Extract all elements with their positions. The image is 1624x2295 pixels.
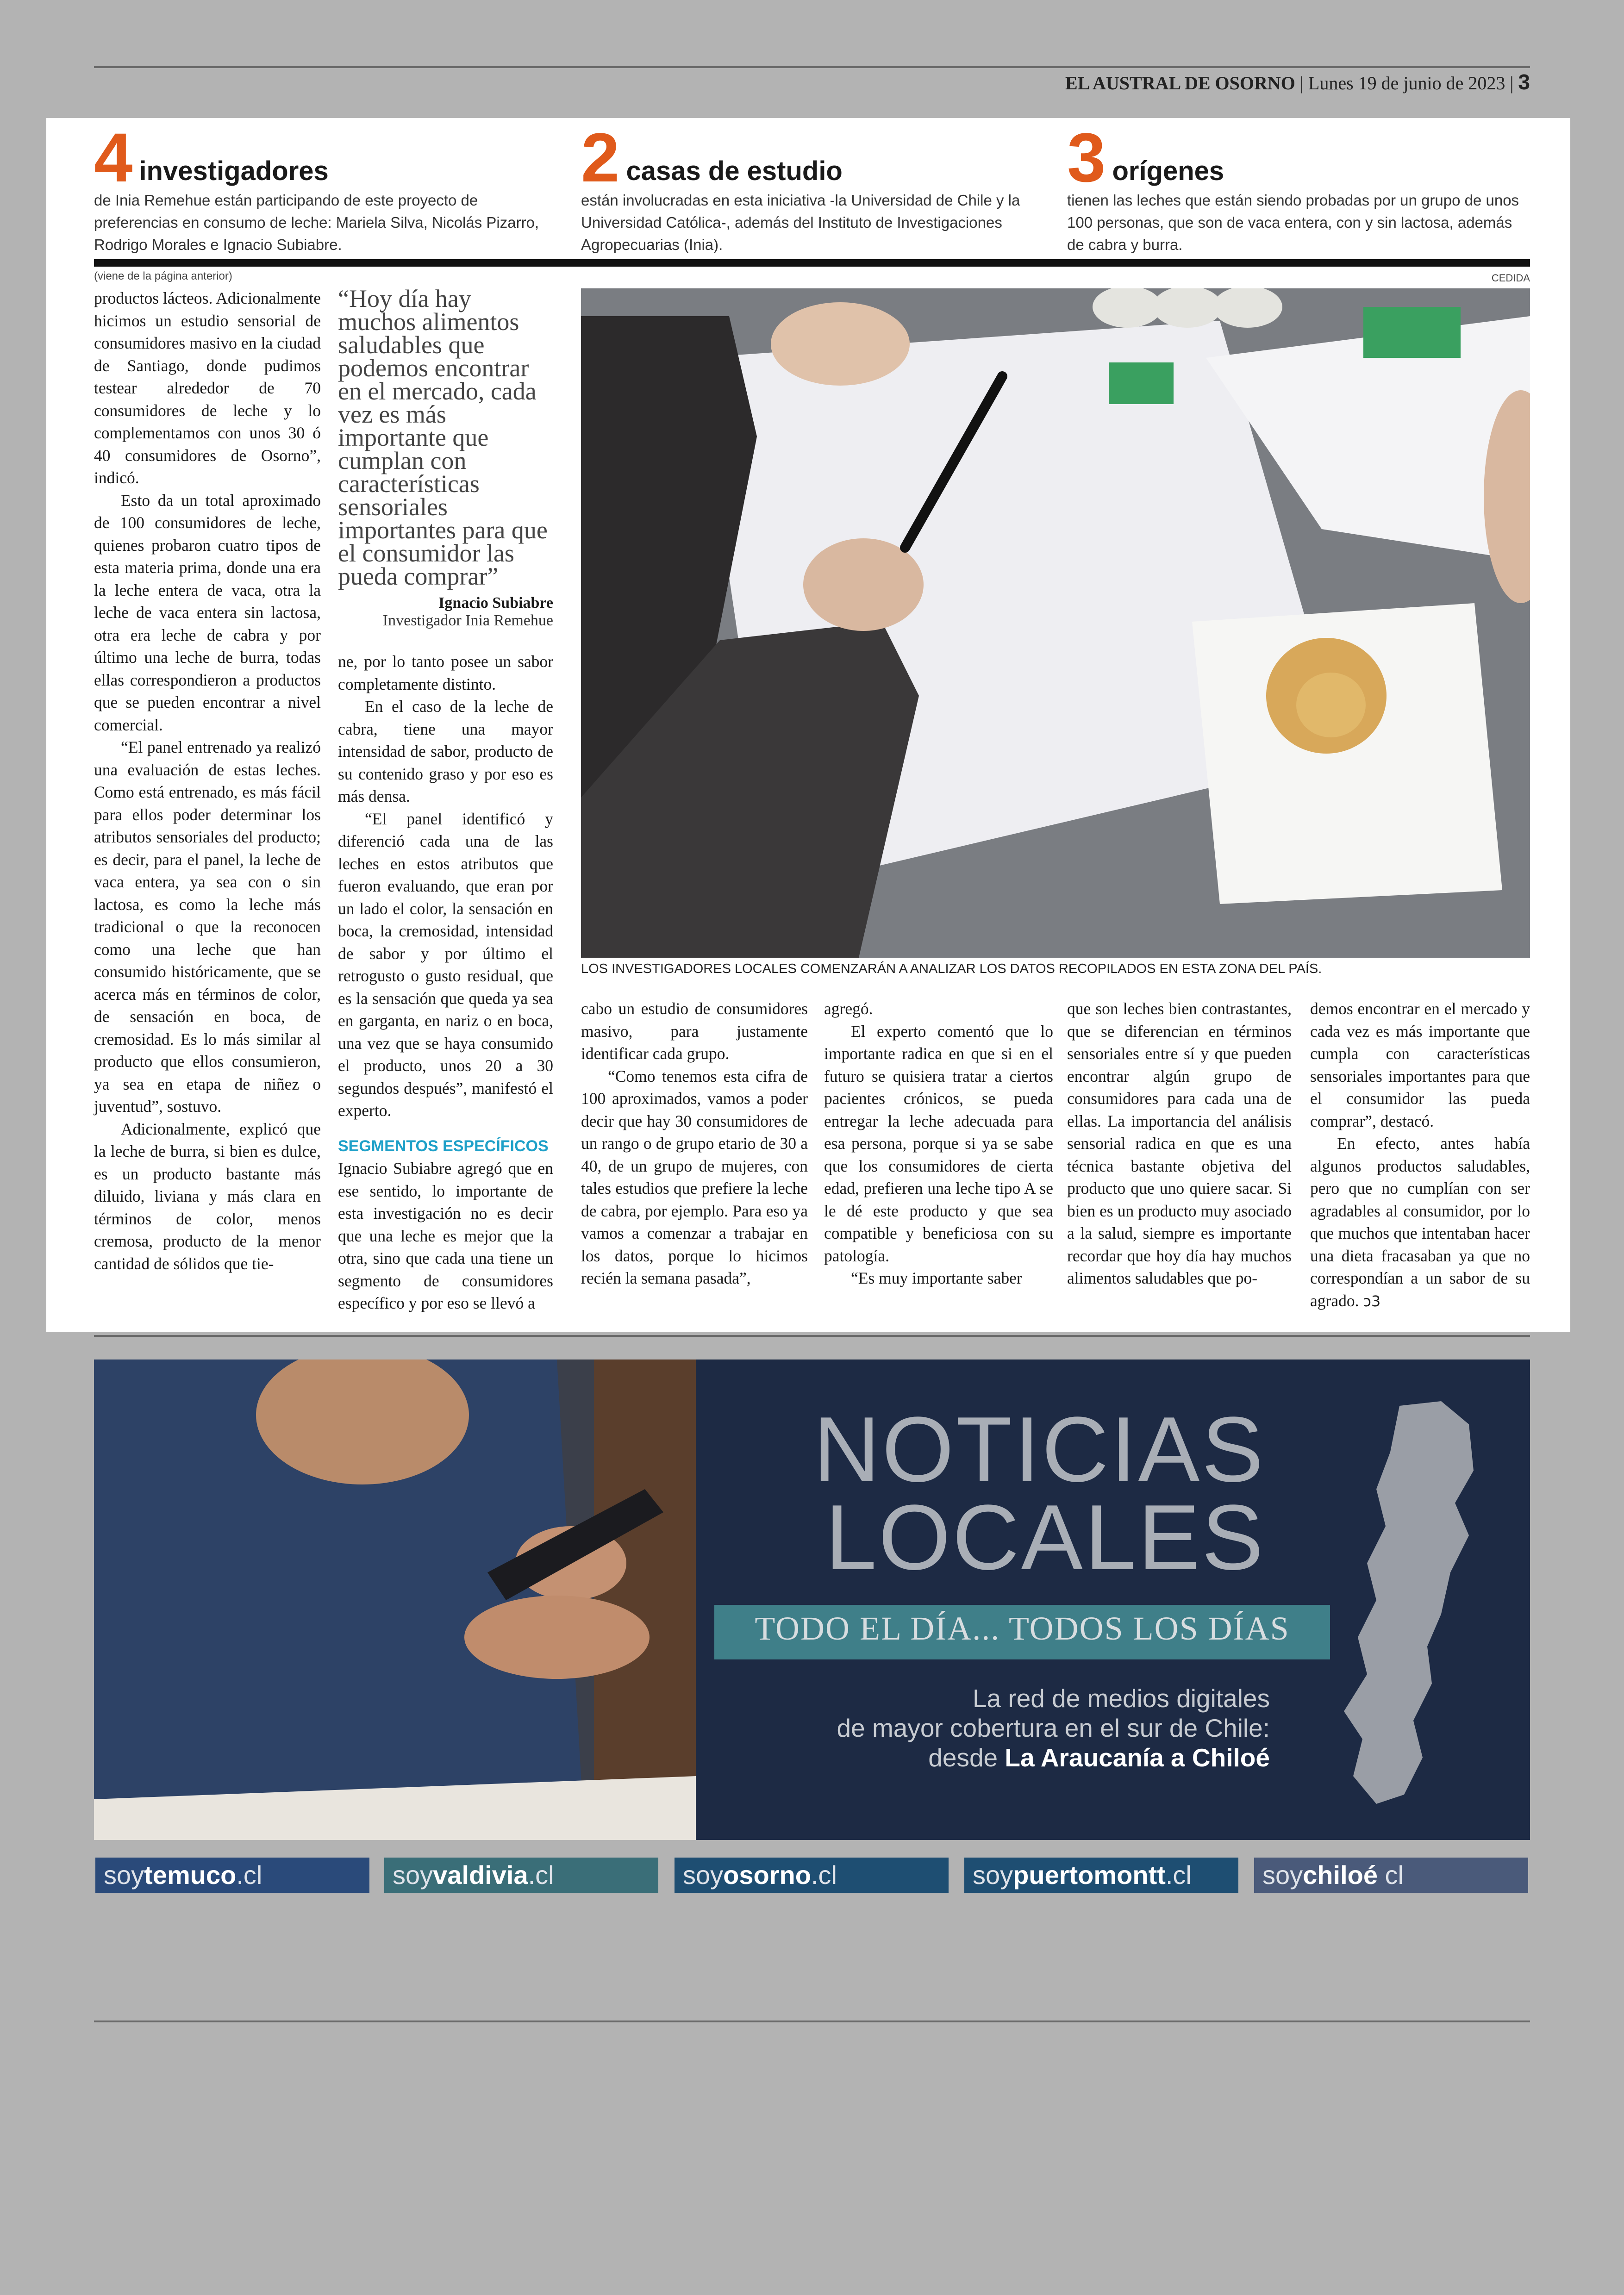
photo-credit: CEDIDA: [1491, 272, 1530, 284]
ad-subtitle-line-1: La red de medios digitales: [972, 1684, 1270, 1713]
end-mark: ↄ3: [1363, 1292, 1381, 1310]
paragraph: cabo un estudio de consumidores masivo, para justamente identificar cada grupo.: [581, 999, 808, 1063]
bottom-rule: [94, 2021, 1530, 2022]
article-column-3: [581, 998, 808, 1290]
paragraph: Adicionalmente, explicó que la leche de burra, si bien es dulce, es un producto bastante más diluido, liviana y más clara en términos de color, menos cremosa, producto de la menor cantidad de sólidos que tie-: [94, 1119, 321, 1273]
site-prefix: soy: [104, 1860, 144, 1890]
site-name: chiloé: [1303, 1860, 1378, 1890]
paragraph: En el caso de la leche de cabra, tiene una mayor intensidad de sabor, producto de su contenido graso y por eso es más densa.: [338, 697, 553, 805]
stat-number: 4: [94, 118, 133, 196]
site-prefix: soy: [683, 1860, 724, 1890]
article-column-4: [824, 998, 1053, 1290]
site-prefix: soy: [973, 1860, 1013, 1890]
site-name: temuco: [144, 1860, 237, 1890]
site-suffix: .cl: [811, 1860, 837, 1890]
page-number: 3: [1518, 70, 1530, 94]
article-column-1: [94, 287, 321, 1275]
site-link-chiloe[interactable]: [1254, 1858, 1528, 1893]
top-rule: [94, 66, 1530, 68]
section-divider: [94, 259, 1530, 267]
stat-number: 2: [581, 118, 620, 196]
article-column-2: [338, 650, 553, 1315]
continued-note: (viene de la página anterior): [94, 270, 232, 282]
stat-description: están involucradas en esta iniciativa -la Universidad de Chile y la Universidad Católica-, además del Instituto de Investigaciones Agropecuarias (Inia).: [581, 192, 1020, 253]
paragraph: agregó.: [824, 999, 873, 1018]
article-column-5: [1067, 998, 1292, 1290]
stat-word: investigadores: [139, 156, 329, 186]
newspaper-name: EL AUSTRAL DE OSORNO: [1065, 73, 1295, 94]
middle-rule: [94, 1335, 1530, 1337]
stat-description: de Inia Remehue están participando de este proyecto de preferencias en consumo de leche: Mariela Silva, Nicolás Pizarro, Rodrigo Morales e Ignacio Subiabre.: [94, 192, 539, 253]
paragraph: El experto comentó que lo importante radica en que si en el futuro se quisiera tratar a ciertos pacientes crónicos, se pueda entregar la leche adecuada para esa persona, porque si ya se sabe que los consumidores de cierta edad, prefieren una leche tipo A se le dé este producto y que sea compatible y beneficiosa con su patología.: [824, 1022, 1053, 1265]
site-link-osorno[interactable]: [675, 1858, 949, 1893]
ad-title: [733, 1398, 1265, 1589]
stat-number: 3: [1067, 118, 1106, 196]
paragraph: [1310, 1132, 1530, 1312]
quote-text: “Hoy día hay muchos alimentos saludables que podemos encontrar en el mercado, cada vez es más importante que cumplan con características sensoriales importantes para que el consumidor las pueda comprar”: [338, 285, 548, 590]
ad-title-line-2: LOCALES: [825, 1486, 1265, 1589]
site-link-temuco[interactable]: [95, 1858, 369, 1893]
ad-subtitle-line-2: de mayor cobertura en el sur de Chile:: [837, 1714, 1270, 1742]
paragraph: ne, por lo tanto posee un sabor completamente distinto.: [338, 652, 553, 693]
pull-quote: [338, 287, 553, 630]
site-suffix: .cl: [528, 1860, 554, 1890]
paragraph: Ignacio Subiabre agregó que en ese sentido, lo importante de esta investigación no es decir que una leche es mejor que la otra, sino que cada una tiene un segmento de consumidores específico y por eso se llevó a: [338, 1159, 553, 1312]
ad-title-line-1: NOTICIAS: [813, 1398, 1265, 1501]
advertisement-banner[interactable]: [94, 1360, 1530, 1840]
paragraph: “El panel entrenado ya realizó una evaluación de estas leches. Como está entrenado, es más fácil para ellos poder determinar los atributos sensoriales del producto; es decir, para el panel, la leche de vaca entera, ya sea con o sin lactosa, es como la leche más tradicional o que la reconocen como una leche que han consumido históricamente, que se acerca más en términos de color, de sensación en boca, de cremosidad. Es lo más similar al producto que ellos consumieron, ya sea en etapa de niñez o juventud”, sostuvo.: [94, 738, 321, 1116]
site-name: puertomontt: [1013, 1860, 1166, 1890]
issue-date: Lunes 19 de junio de 2023: [1308, 73, 1505, 94]
paragraph: productos lácteos. Adicionalmente hicimos un estudio sensorial de consumidores masivo en la ciudad de Santiago, donde pudimos testear alrededor de 70 consumidores de leche y lo complementamos con unos 30 ó 40 consumidores de Osorno”, indicó.: [94, 289, 321, 487]
article-sheet: [46, 118, 1570, 1332]
photo-illustration: [581, 288, 1530, 958]
ad-subtitle-region: La Araucanía a Chiloé: [1005, 1743, 1270, 1772]
quote-role: Investigador Inia Remehue: [382, 612, 553, 629]
site-prefix: soy: [393, 1860, 433, 1890]
paragraph-text: En efecto, antes había algunos productos saludables, pero que no cumplían con ser agradables al consumidor, por lo que muchos que intentaban hacer una dieta fracasaban ya que no correspondían a un sabor de su agrado.: [1310, 1134, 1530, 1310]
paragraph: “Como tenemos esta cifra de 100 aproximados, vamos a poder decir que hay 30 consumidores de un rango o de grupo etario de 30 a 40, de un grupo de mujeres, con tales estudios que prefiere la leche de cabra, por ejemplo. Para eso ya vamos a comenzar a trabajar en los datos, porque lo hicimos recién la semana pasada”,: [581, 1066, 808, 1287]
quote-author: Ignacio Subiabre: [438, 594, 553, 611]
paragraph: que son leches bien contrastantes, que se diferencian en términos sensoriales entre sí y que pueden encontrar algún grupo de consumidores para cada una de ellas. La importancia del análisis sensorial radica en que es una técnica bastante objetiva del producto que uno quiere sacar. Si bien es un producto muy asociado a la salud, siempre es importante recordar que hoy día hay muchos alimentos saludables que po-: [1067, 999, 1292, 1287]
site-suffix: cl: [1377, 1860, 1404, 1890]
subheading: SEGMENTOS ESPECÍFICOS: [338, 1137, 549, 1155]
site-prefix: soy: [1262, 1860, 1303, 1890]
ad-subtitle: [742, 1684, 1270, 1772]
ad-photo: [94, 1360, 696, 1840]
page-header: EL AUSTRAL DE OSORNO | Lunes 19 de junio de 2023 | 3: [1065, 70, 1530, 94]
article-column-6: [1310, 998, 1530, 1312]
paragraph: “El panel identificó y diferenció cada una de las leches en estos atributos que fueron evaluando, que eran por un lado el color, la sensación en boca, la cremosidad, intensidad de sabor y por último el retrogusto o gusto residual, que es la sensación que queda ya sea en garganta, en nariz o en boca, una vez que se haya consumido el producto, unos 20 a 30 segundos después”, manifestó el experto.: [338, 809, 553, 1120]
photo-caption: LOS INVESTIGADORES LOCALES COMENZARÁN A ANALIZAR LOS DATOS RECOPILADOS EN ESTA ZONA DEL PAÍS.: [581, 961, 1322, 976]
site-name: valdivia: [433, 1860, 528, 1890]
site-name: osorno: [723, 1860, 811, 1890]
chile-south-map-icon: [1335, 1397, 1511, 1813]
paragraph: Esto da un total aproximado de 100 consumidores de leche, quienes probaron cuatro tipos de esta materia prima, donde una era la leche entera de vaca, otra la leche de vaca entera sin lactosa, otra era leche de cabra y por último una leche de burra, todas ellas correspondieron a productos que se pueden encontrar a nivel comercial.: [94, 491, 321, 734]
site-link-puertomontt[interactable]: [964, 1858, 1238, 1893]
stat-investigadores: [94, 118, 557, 256]
man-with-phone-illustration: [94, 1360, 696, 1840]
paragraph: “Es muy importante saber: [851, 1269, 1022, 1287]
stat-description: tienen las leches que están siendo probadas por un grupo de unos 100 personas, que son de vaca entera, con y sin lactosa, además de cabra y burra.: [1067, 192, 1519, 253]
site-link-valdivia[interactable]: [384, 1858, 658, 1893]
stat-origenes: [1067, 118, 1530, 256]
stat-casas-de-estudio: [581, 118, 1044, 256]
ad-slogan: TODO EL DÍA... TODOS LOS DÍAS: [755, 1610, 1290, 1647]
ad-subtitle-line-3: [742, 1743, 1270, 1772]
ad-subtitle-prefix: desde: [928, 1743, 1005, 1772]
article-photo: [581, 288, 1530, 958]
stat-word: casas de estudio: [626, 156, 843, 186]
paragraph: demos encontrar en el mercado y cada vez es más importante que cumpla con características sensoriales importantes para que el consumidor las pueda comprar”, destacó.: [1310, 999, 1530, 1130]
stat-word: orígenes: [1112, 156, 1224, 186]
site-suffix: .cl: [236, 1860, 262, 1890]
site-suffix: .cl: [1165, 1860, 1192, 1890]
